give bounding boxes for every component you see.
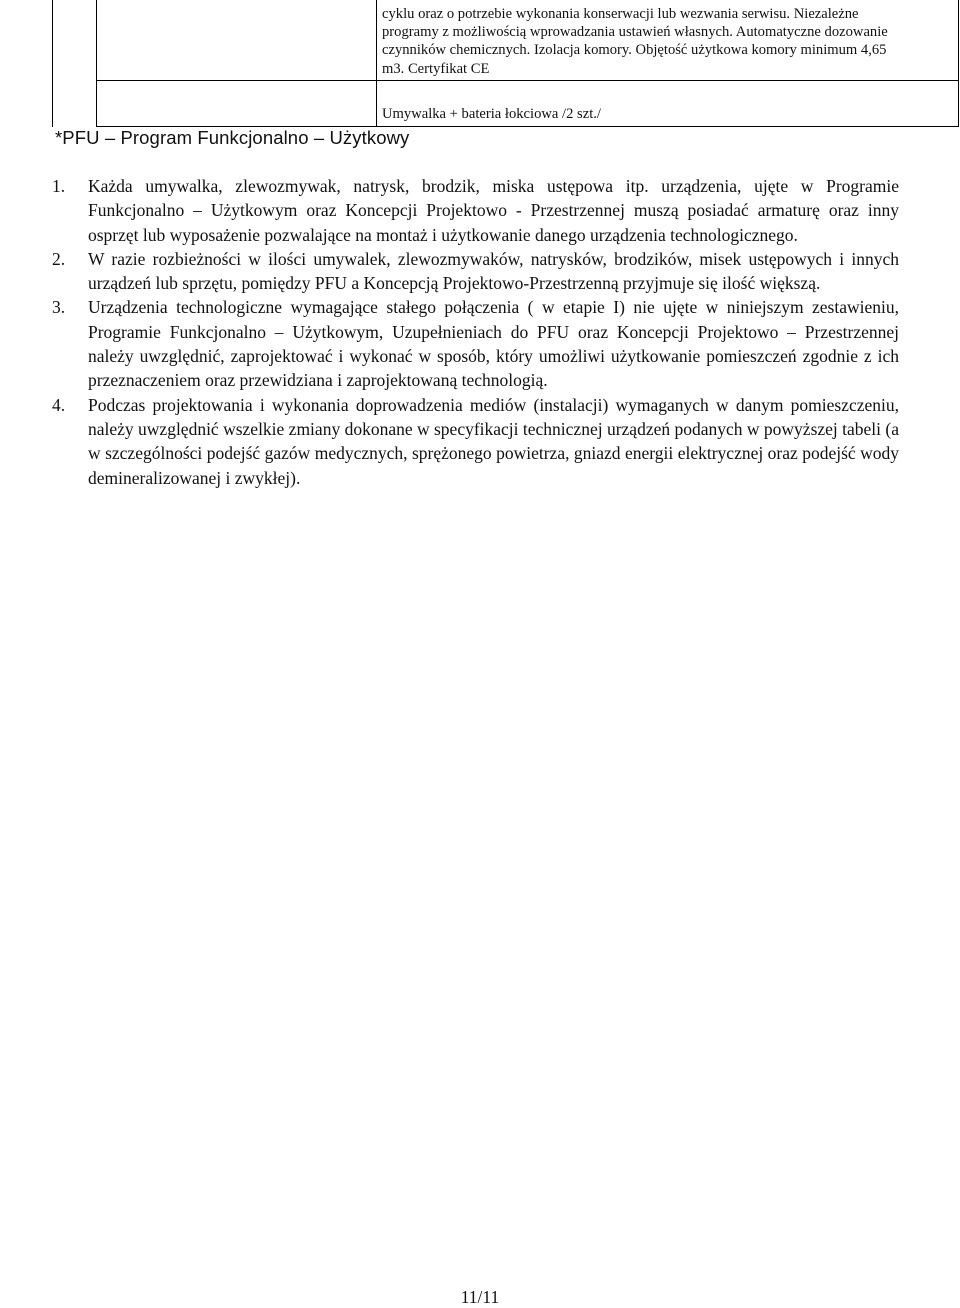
equipment-item-name: Umywalka + bateria łokciowa /2 szt./ [382,106,601,122]
note-text: Podczas projektowania i wykonania doprowadzenia mediów (instalacji) wymaganych w danym pomieszczeniu, należy uwzględnić wszelkie zmiany dokonane w specyfikacji technicznej urządzeń podanych w powyższej tabeli (a w szczególności podejść gazów medycznych, sprężonego powietrza, gniazd energii elektrycznej oraz podejść wody demineralizowanej i zwykłej). [88,394,899,488]
note-item [52,393,899,490]
table-border-left [52,0,53,127]
note-item [52,295,899,392]
note-number: 2. [52,248,66,269]
description-line: m3. Certyfikat CE [382,60,490,77]
note-number: 4. [52,394,66,415]
description-line: cyklu oraz o potrzebie wykonania konserwacji lub wezwania serwisu. Niezależne [382,6,859,22]
notes-list [52,174,899,490]
note-text: Każda umywalka, zlewozmywak, natrysk, brodzik, miska ustępowa itp. urządzenia, ujęte w Programie Funkcjonalno – Użytkowym oraz Koncepcji Projektowo - Przestrzennej muszą posiadać armaturę oraz inny osprzęt lub wyposażenie pozwalające na montaż i użytkowanie danego urządzenia technologicznego. [88,176,899,245]
note-text: Urządzenia technologiczne wymagające stałego połączenia ( w etapie I) nie ujęte w niniejszym zestawieniu, Programie Funkcjonalno – Użytkowym, Uzupełnieniach do PFU oraz Koncepcji Projektowo – Przestrzennej należy uwzględnić, zaprojektować i wykonać w sposób, który umożliwi użytkowanie pomieszczeń zgodnie z ich przeznaczeniem oraz przewidziana i zaprojektowaną technologią. [88,297,899,391]
description-line: czynników chemicznych. Izolacja komory. Objętość użytkowa komory minimum 4,65 [382,42,887,59]
note-item [52,174,899,247]
note-number: 3. [52,297,66,318]
table-row-divider [96,80,959,81]
equipment-table-fragment [52,0,959,127]
table-column-divider [376,0,377,127]
description-line: programy z możliwością wprowadzania ustawień własnych. Automatyczne dozowanie [382,24,888,41]
page-number: 11/11 [460,1287,500,1307]
note-item [52,247,899,296]
note-number: 1. [52,176,66,196]
equipment-description-cell [382,5,957,78]
note-text: W razie rozbieżności w ilości umywalek, zlewozmywaków, natrysków, brodzików, misek ustępowych i innych urządzeń lub sprzętu, pomiędzy PFU a Koncepcją Projektowo-Przestrzenną przyjmuje się ilość większą. [88,248,899,294]
table-border-right [958,0,959,127]
table-column-divider [96,0,97,127]
pfu-abbreviation-note: *PFU – Program Funkcjonalno – Użytkowy [55,127,410,148]
